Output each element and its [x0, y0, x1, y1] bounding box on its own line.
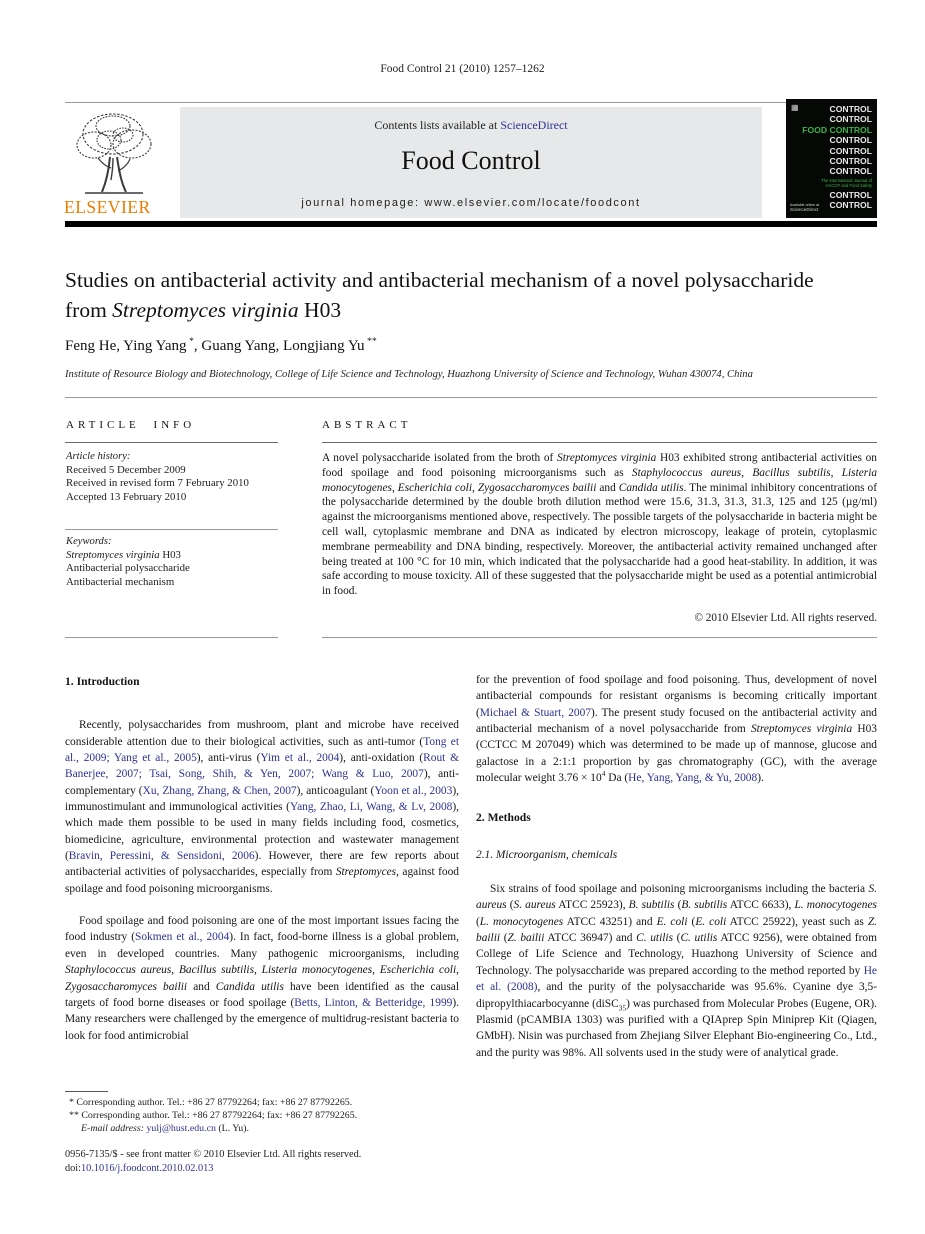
link[interactable]: Yang, Zhao, Li, Wang, & Lv, 2008 — [289, 801, 453, 814]
cover-row: CONTROL — [829, 156, 872, 167]
elsevier-tree-icon — [64, 108, 162, 196]
cover-available-online: Available online at — [790, 203, 820, 207]
keywords-label: Keywords: — [66, 536, 112, 547]
link[interactable]: Michael & Stuart, 2007 — [479, 706, 592, 719]
cover-row: CONTROL — [829, 189, 872, 200]
body-column-left — [65, 668, 459, 1044]
footer — [65, 1148, 485, 1176]
top-rule — [65, 102, 877, 103]
link[interactable]: Yim et al., 2004 — [260, 752, 340, 765]
affiliation: Institute of Resource Biology and Biotechnology, College of Life Science and Technology, Huazhong University of Science and Technology, Wuhan 430074, China — [65, 369, 753, 380]
author-list: Feng He, Ying Yang *, Guang Yang, Longjiang Yu ** — [65, 336, 377, 354]
cover-sciencedirect-mark — [790, 203, 819, 212]
history-item: Accepted 13 February 2010 — [66, 490, 187, 503]
journal-title: Food Control — [401, 146, 541, 175]
cover-row: CONTROL — [829, 114, 872, 125]
elsevier-mini-mark-icon: ▦ — [791, 103, 799, 112]
copyright-line: © 2010 Elsevier Ltd. All rights reserved. — [694, 612, 877, 624]
subsection-heading-microorganism-chemicals: 2.1. Microorganism, chemicals — [476, 848, 618, 861]
cover-row: CONTROL — [829, 135, 872, 146]
section-heading-methods: 2. Methods — [476, 811, 531, 825]
cover-tagline: The International Journal of HACCP and Food Safety — [821, 178, 872, 189]
abstract-text: A novel polysaccharide isolated from the broth of Streptomyces virginia H03 exhibited strong antibacterial activities on food spoilage and food poisoning microorganisms such as Staphylococcus aureus, Bacillus subtilis, Listeria monocytogenes, Escherichia coli, Zygosaccharomyces bailii and Candida utilis. The minimal inhibitory concentrations of the polysaccharide determined by the double broth dilution method were 15.6, 31.3, 31.3, 31.3, 125 and 125 (µg/ml) against the microorganisms mentioned above, respectively. The possible targets of the polysaccharide in bacteria might be cell wall, cytoplasmic membrane and DNA as indicated by electron microscopy, leakage of protein, cytoplasmic membrane permeability and DNA binding, respectively. Moreover, the antibacterial activity remained unchanged after being treated at 100 °C for 10 min, which indicated that the polysaccharide had a good heat-stability. In addition, it was safe according to mouse toxicity. All of these suggested that the polysaccharide might be used as a potential antimicrobial in food. — [322, 452, 878, 598]
cover-sciencedirect-text: ScienceDirect — [790, 207, 819, 212]
intro-paragraph-continued: for the prevention of food spoilage and food poisoning. Thus, development of novel antibacterial compounds for resistant organisms is becoming critically important (Michael & Stuart, 2007). The present study focused on the antibacterial activity and antibacterial mechanism of a novel polysaccharide from Streptomyces virginia H03 (CCTCC M 207049) which was determined to be made up of mannose, glucose and galactose in a 2:1:1 proportion by gas chromatography (GC), with the average molecular weight $3.76 \times 10^4$ Da (He, Yang, Yang, & Yu, 2008). — [476, 674, 877, 785]
cover-row: CONTROL — [829, 104, 872, 114]
footnotes — [65, 1096, 465, 1135]
journal-citation: Food Control 21 (2010) 1257–1262 — [380, 63, 545, 75]
elsevier-wordmark: ELSEVIER — [64, 197, 151, 217]
link[interactable]: Betts, Linton, & Betteridge, 1999 — [294, 996, 453, 1009]
section-heading-introduction: 1. Introduction — [65, 675, 140, 688]
history-item: Received 5 December 2009 — [66, 464, 186, 476]
footnote-corresponding-author-2: ** Corresponding author. Tel.: +86 27 87792264; fax: +86 27 87792265. — [69, 1110, 358, 1121]
article-history-label: Article history: — [66, 451, 131, 462]
contents-line — [180, 118, 762, 133]
article-info-bottom-rule — [65, 637, 278, 638]
keywords-rule — [65, 529, 278, 530]
article-info-rule — [65, 442, 278, 443]
article-info-heading: ARTICLE INFO — [66, 419, 196, 431]
issn-line: 0956-7135/$ - see front matter © 2010 Elsevier Ltd. All rights reserved. — [65, 1149, 362, 1160]
cover-title-stack — [802, 104, 872, 211]
article-title: Studies on antibacterial activity and antibacterial mechanism of a novel polysaccharide from Streptomyces virginia H03 — [65, 268, 814, 322]
link[interactable]: 10.1016/j.foodcont.2010.02.013 — [81, 1163, 214, 1174]
history-item: Received in revised form 7 February 2010 — [66, 477, 249, 490]
journal-homepage-link[interactable]: journal homepage: www.elsevier.com/locate/foodcont — [301, 197, 641, 209]
abstract-rule — [322, 442, 877, 443]
elsevier-logo[interactable] — [64, 108, 162, 218]
link[interactable]: Sokmen et al., 2004 — [135, 931, 230, 944]
header-divider-bar — [65, 221, 877, 227]
link[interactable]: Bravin, Peressini, & Sensidoni, 2006 — [68, 850, 255, 863]
keyword-item: Antibacterial mechanism — [66, 575, 175, 588]
link[interactable]: Xu, Zhang, Zhang, & Chen, 2007 — [142, 784, 297, 797]
link[interactable]: Tong et al., 2009; Yang et al., 2005 — [65, 735, 459, 765]
link[interactable]: He et al. (2008) — [476, 964, 877, 994]
contents-line-text: Contents lists available at — [374, 118, 501, 132]
keywords-list — [66, 549, 296, 589]
article-history-list — [66, 464, 296, 504]
abstract-heading: ABSTRACT — [322, 419, 412, 431]
sciencedirect-link[interactable]: ScienceDirect — [500, 118, 568, 132]
cover-row: CONTROL — [829, 145, 872, 156]
keyword-item: Streptomyces virginia H03 — [66, 549, 181, 561]
abstract-bottom-rule — [322, 637, 877, 638]
cover-row: CONTROL — [829, 200, 872, 211]
intro-paragraph-1: Recently, polysaccharides from mushroom, plant and microbe have received considerable attention due to their biological activities, such as anti-tumor (Tong et al., 2009; Yang et al., 2005), anti-virus (Yim et al., 2004), anti-oxidation (Rout & Banerjee, 2007; Tsai, Song, Shih, & Yen, 2007; Wang & Luo, 2007), anti-complementary (Xu, Zhang, Zhang, & Chen, 2007), anticoagulant (Yoon et al., 2003), immunostimulant and immunological activities (Yang, Zhao, Li, Wang, & Lv, 2008), which made them possible to be used in many fields including food, cosmetics, biomedicine, agriculture, environmental protection and wastewater management (Bravin, Peressini, & Sensidoni, 2006). However, there are few reports about antibacterial activities of polysaccharides, especially from Streptomyces, against food spoilage and food poisoning microorganisms. — [65, 719, 460, 895]
methods-paragraph: Six strains of food spoilage and poisoning microorganisms including the bacteria S. aureus (S. aureus ATCC 25923), B. subtilis (B. subtilis ATCC 6633), L. monocytogenes (L. monocytogenes ATCC 43251) and E. coli (E. coli ATCC 25922), yeast such as Z. bailii (Z. bailii ATCC 36947) and C. utilis (C. utilis ATCC 9256), were obtained from College of Life Science and Technology, Huazhong University of Science and Technology. The polysaccharide was prepared according to the method reported by He et al. (2008), and the purity of the polysaccharide was 95.6%. Cyanine dye 3,5-dipropylthiacarbocyanne (diSC$_{35}$) was purchased from Molecular Probes (Eugene, OR). Plasmid (pCAMBIA 1303) was purified with a QIAprep Spin Miniprep Kit (Qiagen, GMbH). Nisin was purchased from Zhejiang Silver Elephant Bio-engineering Co., Ltd., and the purity was 98%. All solvents used in the study were of analytical grade. — [476, 883, 878, 1059]
footnote-email: E-mail address: yulj@hust.edu.cn (L. Yu). — [81, 1123, 249, 1134]
link[interactable]: yulj@hust.edu.cn — [146, 1123, 216, 1134]
cover-row-food-control: FOOD CONTROL — [802, 124, 872, 135]
link[interactable]: Yoon et al., 2003 — [374, 784, 453, 797]
doi-line: doi:10.1016/j.foodcont.2010.02.013 — [65, 1163, 214, 1174]
footnote-corresponding-author-1: * Corresponding author. Tel.: +86 27 87792264; fax: +86 27 87792265. — [69, 1097, 353, 1108]
link[interactable]: Rout & Banerjee, 2007; Tsai, Song, Shih, & Yen, 2007; Wang & Luo, 2007 — [65, 752, 459, 781]
journal-cover-thumbnail[interactable] — [786, 99, 877, 218]
body-column-right — [476, 668, 877, 1061]
keyword-item: Antibacterial polysaccharide — [66, 562, 190, 575]
journal-banner — [180, 107, 762, 218]
cover-row: CONTROL — [829, 166, 872, 177]
link[interactable]: He, Yang, Yang, & Yu, 2008 — [628, 772, 758, 785]
footnote-divider — [65, 1091, 108, 1092]
intro-paragraph-2: Food spoilage and food poisoning are one of the most important issues facing the food industry (Sokmen et al., 2004). In fact, food-borne illness is a global problem, even in developed countries. Many pathogenic microorganisms, including Staphylococcus aureus, Bacillus subtilis, Listeria monocytogenes, Escherichia coli, Zygosaccharomyces bailii and Candida utilis have been identified as the causal targets of food borne diseases or food spoilage (Betts, Linton, & Betteridge, 1999). Many researchers were challenged by the emergence of multidrug-resistant bacteria to look for food antimicrobial — [65, 915, 459, 1042]
affiliation-rule — [65, 397, 877, 398]
